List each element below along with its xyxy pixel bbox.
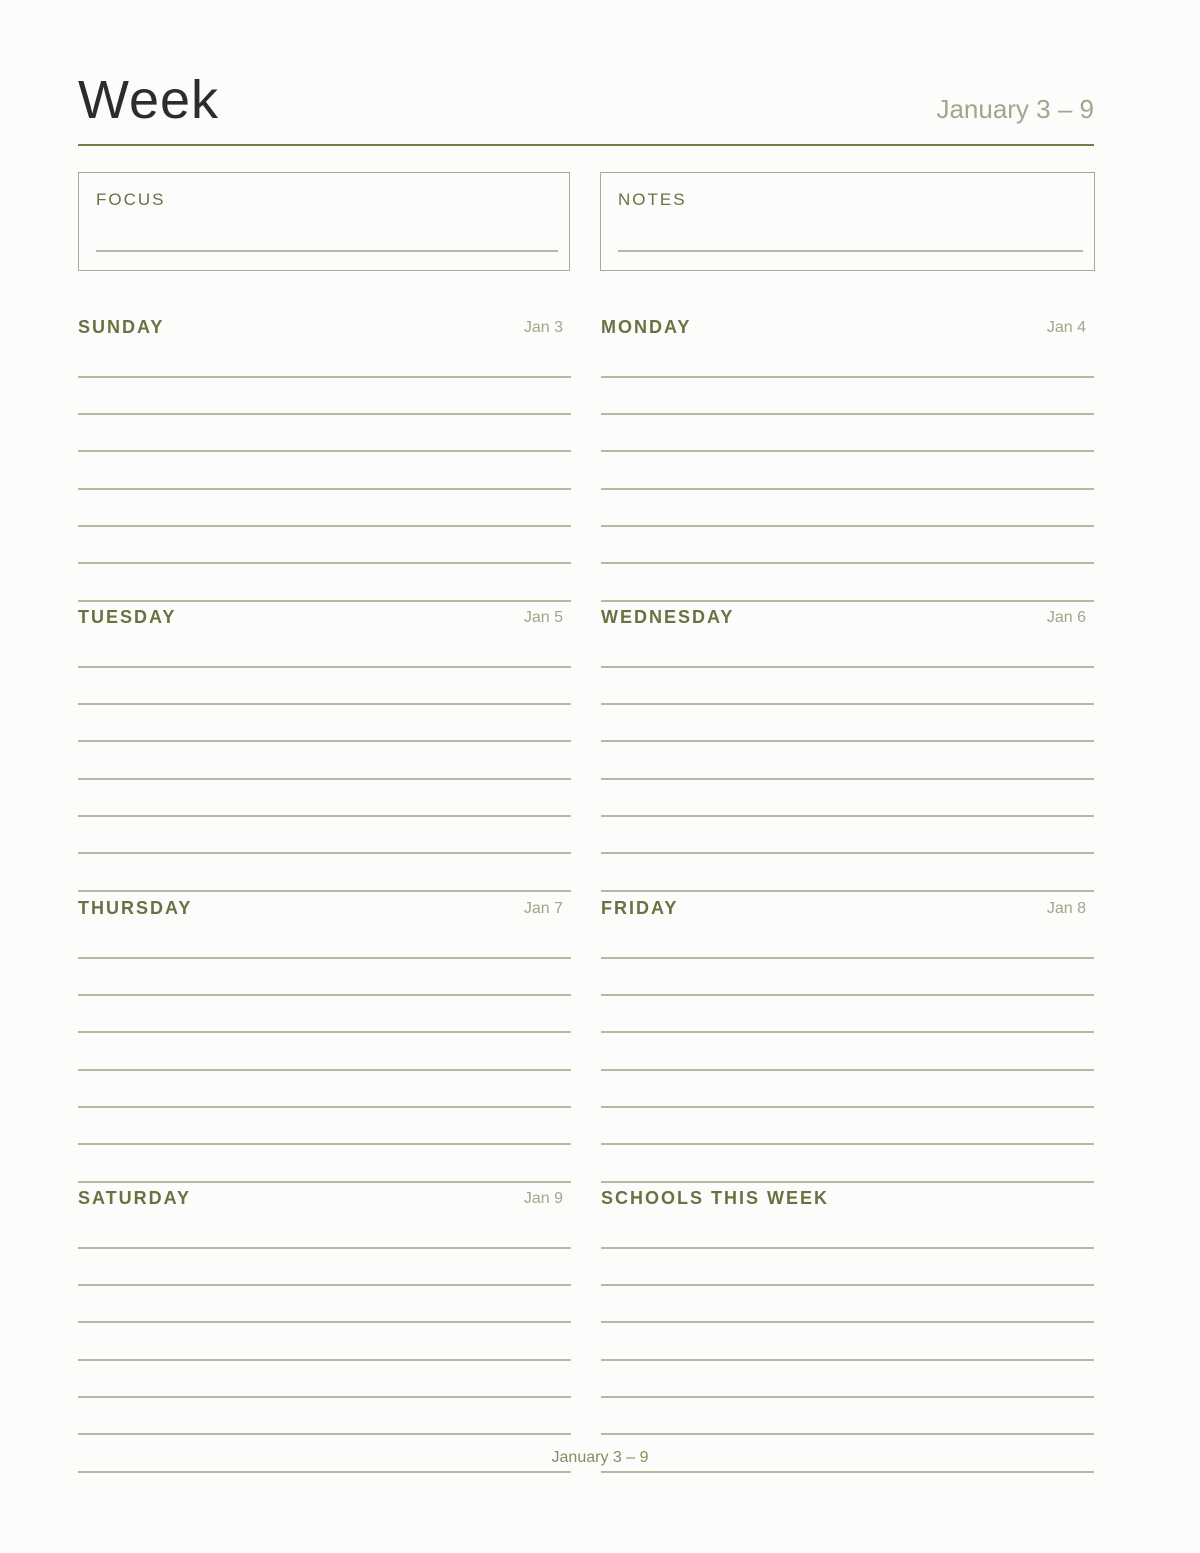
writing-line[interactable]	[78, 1069, 571, 1071]
footer-date-range: January 3 – 9	[551, 1449, 649, 1466]
writing-line[interactable]	[78, 815, 571, 817]
writing-line[interactable]	[78, 450, 571, 452]
writing-line[interactable]	[78, 703, 571, 705]
writing-line[interactable]	[78, 740, 571, 742]
day-section-friday	[601, 881, 1094, 1183]
day-date: Jan 9	[523, 1190, 563, 1207]
day-date: Jan 4	[1046, 319, 1086, 336]
writing-line[interactable]	[601, 994, 1094, 996]
writing-line[interactable]	[78, 525, 571, 527]
writing-line[interactable]	[601, 815, 1094, 817]
day-section-thursday	[78, 881, 571, 1183]
writing-line[interactable]	[78, 1433, 571, 1435]
writing-line[interactable]	[601, 1321, 1094, 1323]
writing-line[interactable]	[78, 1359, 571, 1361]
day-date: Jan 7	[523, 900, 563, 917]
notes-box[interactable]	[600, 172, 1095, 271]
day-label: TUESDAY	[78, 607, 177, 627]
title-divider	[78, 144, 1094, 146]
writing-line[interactable]	[601, 525, 1094, 527]
writing-line[interactable]	[601, 1031, 1094, 1033]
writing-line[interactable]	[601, 376, 1094, 378]
writing-line[interactable]	[78, 1247, 571, 1249]
focus-box[interactable]	[78, 172, 570, 271]
writing-line[interactable]	[78, 562, 571, 564]
day-label: SUNDAY	[78, 317, 165, 337]
writing-line[interactable]	[601, 1247, 1094, 1249]
writing-line[interactable]	[601, 488, 1094, 490]
writing-line[interactable]	[78, 666, 571, 668]
writing-line[interactable]	[601, 852, 1094, 854]
writing-line[interactable]	[601, 666, 1094, 668]
writing-line[interactable]	[78, 376, 571, 378]
writing-line[interactable]	[601, 562, 1094, 564]
day-date: Jan 6	[1046, 609, 1086, 626]
day-section-monday	[601, 300, 1094, 602]
day-date: Jan 3	[523, 319, 563, 336]
writing-line[interactable]	[78, 994, 571, 996]
focus-label: FOCUS	[96, 190, 166, 209]
day-label: WEDNESDAY	[601, 607, 735, 627]
notes-label: NOTES	[618, 190, 687, 209]
writing-line[interactable]	[601, 450, 1094, 452]
writing-line[interactable]	[78, 778, 571, 780]
week-date-range: January 3 – 9	[936, 94, 1094, 124]
writing-line[interactable]	[601, 957, 1094, 959]
page-title: Week	[78, 70, 220, 130]
focus-writing-line[interactable]	[96, 250, 558, 252]
writing-line[interactable]	[601, 1471, 1094, 1473]
day-label: MONDAY	[601, 317, 692, 337]
writing-line[interactable]	[601, 778, 1094, 780]
writing-line[interactable]	[78, 1396, 571, 1398]
writing-line[interactable]	[78, 1471, 571, 1473]
writing-line[interactable]	[601, 1359, 1094, 1361]
writing-line[interactable]	[601, 740, 1094, 742]
writing-line[interactable]	[601, 703, 1094, 705]
writing-line[interactable]	[78, 1321, 571, 1323]
writing-line[interactable]	[601, 1143, 1094, 1145]
writing-line[interactable]	[601, 1069, 1094, 1071]
day-section-sunday	[78, 300, 571, 602]
day-label: THURSDAY	[78, 898, 193, 918]
writing-line[interactable]	[78, 957, 571, 959]
writing-line[interactable]	[78, 1143, 571, 1145]
writing-line[interactable]	[78, 1106, 571, 1108]
writing-line[interactable]	[601, 413, 1094, 415]
day-section-wednesday	[601, 590, 1094, 892]
day-label: FRIDAY	[601, 898, 679, 918]
day-section-saturday	[78, 1171, 571, 1473]
writing-line[interactable]	[78, 852, 571, 854]
writing-line[interactable]	[78, 488, 571, 490]
day-section-tuesday	[78, 590, 571, 892]
day-date: Jan 5	[523, 609, 563, 626]
day-label: SATURDAY	[78, 1188, 192, 1208]
notes-writing-line[interactable]	[618, 250, 1083, 252]
writing-line[interactable]	[601, 1106, 1094, 1108]
section-label: SCHOOLS THIS WEEK	[601, 1188, 830, 1208]
section-schools-this-week	[601, 1171, 1094, 1473]
writing-line[interactable]	[78, 1031, 571, 1033]
day-date: Jan 8	[1046, 900, 1086, 917]
writing-line[interactable]	[601, 1433, 1094, 1435]
writing-line[interactable]	[78, 1284, 571, 1286]
writing-line[interactable]	[601, 1284, 1094, 1286]
writing-line[interactable]	[601, 1396, 1094, 1398]
writing-line[interactable]	[78, 413, 571, 415]
